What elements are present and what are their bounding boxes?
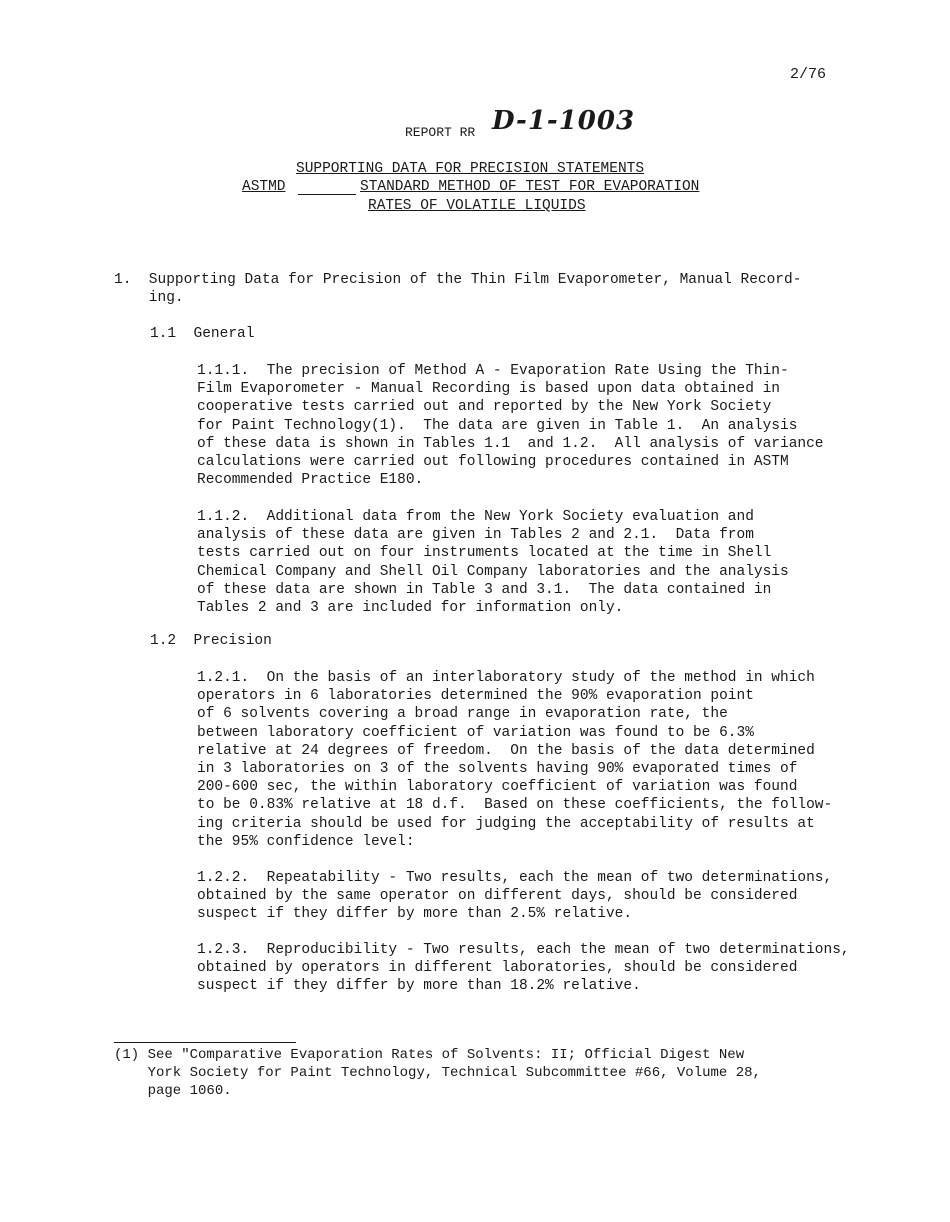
title-line-2: STANDARD METHOD OF TEST FOR EVAPORATION — [360, 179, 700, 195]
title-line-3: RATES OF VOLATILE LIQUIDS — [368, 198, 586, 214]
section-1-heading: 1. Supporting Data for Precision of the Thin Film Evaporometer, Manual Record- ing. — [114, 272, 802, 307]
footnote-separator — [114, 1042, 296, 1043]
title-line-1: SUPPORTING DATA FOR PRECISION STATEMENTS — [296, 161, 645, 177]
footnote: (1) See "Comparative Evaporation Rates of Solvents: II; Official Digest New York Society for Paint Technology, Technical Subcommittee #66, Volume 28, page 1060. — [114, 1047, 761, 1100]
section-1-1-heading: 1.1 General — [150, 326, 255, 342]
astm-label: ASTMD — [242, 179, 286, 195]
paragraph-1-2-2: 1.2.2. Repeatability - Two results, each the mean of two determinations, obtained by the same operator on different days, should be considered suspect if they differ by more than 2.5% relative. — [197, 870, 833, 923]
paragraph-1-1-2: 1.1.2. Additional data from the New York Society evaluation and analysis of these data are given in Tables 2 and 2.1. Data from tests carried out on four instruments located at the time in Shell Chemical Company and Shell Oil Company laboratories and the analysis of these data are shown in Table 3 and 3.1. The data contained in Tables 2 and 3 are included for information only. — [197, 509, 789, 617]
paragraph-1-2-1: 1.2.1. On the basis of an interlaboratory study of the method in which operators in 6 laboratories determined the 90% evaporation point of 6 solvents covering a broad range in evaporation rate, the between laboratory coefficient of variation was found to be 6.3% relative at 24 degrees of freedom. On the basis of the data determined in 3 laboratories on 3 of the solvents having 90% evaporated times of 200-600 sec, the within laboratory coefficient of variation was found to be 0.83% relative at 18 d.f. Based on these coefficients, the follow- ing criteria should be used for judging the acceptability of results at the 95% confidence level: — [197, 670, 833, 850]
section-1-2-heading: 1.2 Precision — [150, 633, 272, 649]
paragraph-1-2-3: 1.2.3. Reproducibility - Two results, each the mean of two determinations, obtained by operators in different laboratories, should be considered suspect if they differ by more than 18.2% relative. — [197, 942, 850, 995]
report-number-handwritten: D-1-1003 — [492, 106, 636, 136]
designation-blank — [298, 178, 356, 195]
report-label: REPORT RR — [405, 125, 476, 140]
page-number: 2/76 — [790, 66, 827, 83]
paragraph-1-1-1: 1.1.1. The precision of Method A - Evaporation Rate Using the Thin- Film Evaporometer - Manual Recording is based upon data obtained in cooperative tests carried out and reported by the New York Society for Paint Technology(1). The data are given in Table 1. An analysis of these data is shown in Tables 1.1 and 1.2. All analysis of variance calculations were carried out following procedures contained in ASTM Recommended Practice E180. — [197, 363, 824, 489]
